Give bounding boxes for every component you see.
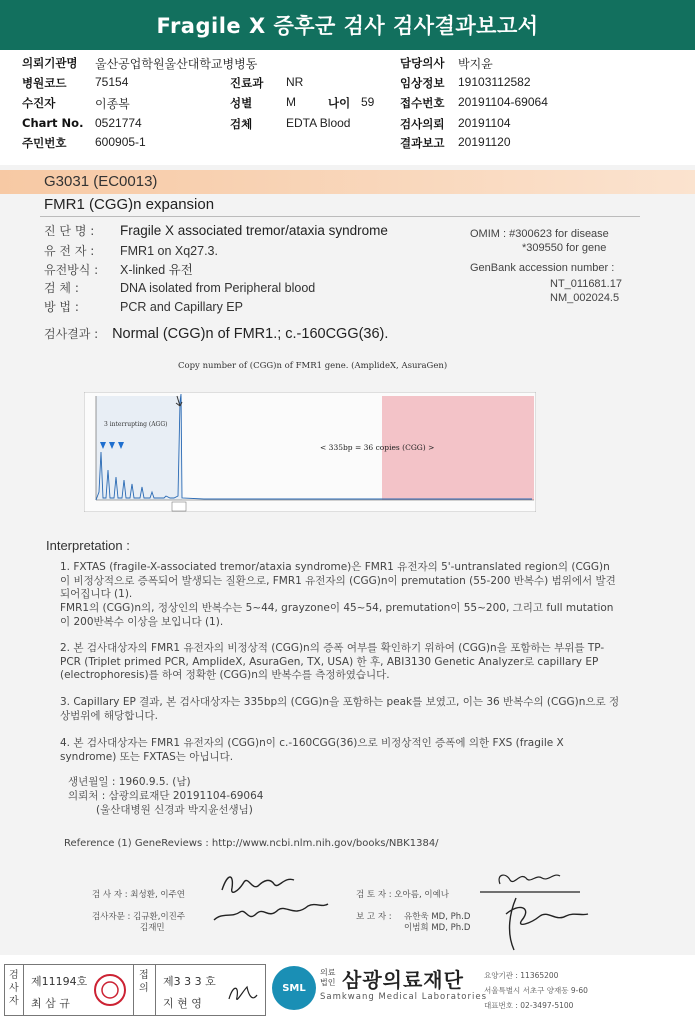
org-name: 삼광의료재단 — [342, 968, 464, 992]
clinical-label: 임상정보 — [400, 76, 445, 90]
specimen-method-label: 검 체 : — [44, 281, 79, 295]
reporter-2: 이범희 MD, Ph.D — [404, 923, 471, 933]
org-info-3: 대표번호 : 02-3497-5100 — [484, 1001, 574, 1010]
genbank-label: GenBank accession number : — [470, 262, 615, 274]
result-label: 검사결과 : — [44, 327, 99, 341]
box1-label: 검사자 — [9, 970, 19, 1007]
dept-value: NR — [286, 75, 304, 89]
reporter-signature — [506, 898, 588, 950]
section-divider — [40, 216, 640, 217]
signature-images-left — [212, 862, 332, 932]
specimen-method-value: DNA isolated from Peripheral blood — [120, 281, 316, 295]
age-value: 59 — [361, 95, 375, 109]
seal-stamp-1 — [93, 973, 127, 1007]
reviewer-signature — [480, 875, 580, 892]
diagnosis-label: 진 단 명 : — [44, 224, 95, 238]
interp-p1b: FMR1의 (CGG)n의, 정상인의 반복수는 5~44, grayzone이 45~54, premutation이 55~200, 그리고 full mutation이 200반복수 이상을 보입니다 (1). — [60, 602, 614, 628]
stamp-signature — [225, 979, 259, 1009]
requester-sub: (울산대병원 신경과 박지윤선생님) — [96, 804, 253, 816]
reference: Reference (1) GeneReviews : http://www.ncbi.nlm.nih.gov/books/NBK1384/ — [64, 838, 439, 849]
test-name: FMR1 (CGG)n expansion — [44, 196, 215, 213]
box2-line2: 지 현 영 — [163, 997, 202, 1010]
interp-p4: 4. 본 검사대상자는 FMR1 유전자의 (CGG)n이 c.-160CGG(36)으로 비정상적인 증폭에 의한 FXS (fragile X syndrome) 또는 FXTAS는 아닙니다. — [60, 737, 564, 763]
figure-caption: Copy number of (CGG)n of FMR1 gene. (AmplideX, AsuraGen) — [178, 361, 448, 371]
specimen-label: 검체 — [230, 117, 253, 131]
advisor-line-2: 김재민 — [140, 923, 165, 933]
box1-line2: 최 삼 규 — [31, 997, 70, 1010]
electropherogram — [84, 392, 536, 512]
hospital-code-label: 병원코드 — [22, 76, 67, 90]
advisor-line-1: 검사자문 : 김규환,이진주 — [92, 912, 186, 922]
gene-label: 유 전 자 : — [44, 244, 95, 258]
box2-label: 접의 — [139, 970, 149, 994]
report-title: Fragile X 증후군 검사 검사결과보고서 — [0, 0, 695, 50]
org-info-2: 서울특별시 서초구 양재동 9-60 — [484, 986, 588, 995]
gene-value: FMR1 on Xq27.3. — [120, 244, 218, 258]
box2-divider — [155, 965, 156, 1015]
specimen-value: EDTA Blood — [286, 116, 351, 130]
tester-line: 검 사 자 : 최성환, 이주연 — [92, 890, 185, 900]
institution-label: 의뢰기관명 — [22, 56, 78, 70]
box1-line1: 제11194호 — [31, 975, 88, 988]
receipt-label: 접수번호 — [400, 96, 445, 110]
result-line — [44, 325, 388, 342]
receipt-value: 20191104-69064 — [458, 95, 548, 109]
test-code-band — [0, 170, 695, 194]
interp-p3: 3. Capillary EP 결과, 본 검사대상자는 335bp의 (CGG)n을 포함하는 peak를 보였고, 이는 36 반복수의 (CGG)n으로 정상범위에 해당합니다. — [60, 696, 620, 722]
omim-disease: OMIM : #300623 for disease — [470, 228, 609, 240]
org-prefix: 의료법인 — [320, 968, 336, 987]
inherit-label: 유전방식 : — [44, 263, 99, 277]
signature-images-right — [470, 862, 590, 952]
org-info-1: 요양기관 : 11365200 — [484, 971, 559, 980]
patient-value: 이종복 — [95, 97, 130, 111]
box1-divider — [23, 965, 24, 1015]
interp-p1: 1. FXTAS (fragile-X-associated tremor/ataxia syndrome)은 FMR1 유전자의 5'-untranslated region의 (CGG)n 이 비정상적으로 증폭되어 발생되는 질환으로, FMR1 유전자의 (CGG)n이 premutation (55-200 반복수) 범위에서 발견되어집니다 (1). — [60, 561, 616, 600]
doctor-label: 담당의사 — [400, 56, 445, 70]
request-value: 20191104 — [458, 116, 511, 130]
patient-label: 수진자 — [22, 96, 56, 110]
age-label: 나이 — [328, 96, 351, 110]
chart-label: Chart No. — [22, 116, 84, 130]
interp-p2: 2. 본 검사대상자의 FMR1 유전자의 비정상적 (CGG)n의 증폭 여부를 확인하기 위하여 (CGG)n을 포함하는 부위를 TP-PCR (Triplet primed PCR, AmplideX, AsuraGen, TX, USA) 한 후, ABI3130 Genetic Analyzer로 capillary EP (electrophoresis)를 하여 정확한 (CGG)n의 반복수를 측정하였습니다. — [60, 642, 605, 681]
omim-gene: *309550 for gene — [522, 242, 607, 254]
tester-signature — [222, 877, 294, 892]
method-label: 방 법 : — [44, 300, 79, 314]
method-value: PCR and Capillary EP — [120, 300, 243, 314]
sex-value: M — [286, 95, 296, 109]
omim-block — [470, 228, 670, 306]
inherit-value: X-linked 유전 — [120, 263, 193, 277]
peak-size-box — [172, 502, 186, 511]
institution-value: 울산공업학원울산대학교병병동 — [95, 57, 258, 71]
report-label: 결과보고 — [400, 136, 445, 150]
doctor-value: 박지윤 — [458, 57, 493, 71]
request-label: 검사의뢰 — [400, 117, 445, 131]
reporter-label: 보 고 자 : — [356, 912, 392, 922]
diagnosis-value: Fragile X associated tremor/ataxia syndrome — [120, 223, 388, 238]
chart-value: 0521774 — [95, 116, 142, 130]
id-value: 600905-1 — [95, 135, 146, 149]
hospital-code-value: 75154 — [95, 75, 129, 89]
patient-meta — [22, 55, 682, 155]
logo-icon: SML — [272, 966, 316, 1010]
peak-label: < 335bp = 36 copies (CGG) > — [320, 443, 435, 452]
report-value: 20191120 — [458, 135, 511, 149]
org-english: Samkwang Medical Laboratories — [320, 992, 488, 1002]
dob-line: 생년월일 : 1960.9.5. (남) — [68, 776, 191, 788]
box-divider — [133, 965, 134, 1015]
result-value: Normal (CGG)n of FMR1.; c.-160CGG(36). — [112, 326, 389, 342]
org-info — [484, 968, 588, 1013]
genbank-2: NM_002024.5 — [550, 292, 620, 304]
interpretation-heading: Interpretation : — [46, 538, 130, 553]
reporter-1: 유한욱 MD, Ph.D — [404, 912, 471, 922]
advisor-signature — [214, 904, 328, 920]
certification-box — [4, 964, 266, 1016]
genbank-1: NT_011681.17 — [550, 278, 622, 290]
sex-label: 성별 — [230, 96, 253, 110]
box2-line1: 제3 3 3 호 — [163, 975, 216, 988]
dept-label: 진료과 — [230, 76, 264, 90]
reviewer-line: 검 토 자 : 오아름, 이예나 — [356, 890, 449, 900]
id-label: 주민번호 — [22, 136, 67, 150]
test-code: G3031 (EC0013) — [44, 173, 158, 190]
clinical-value: 19103112582 — [458, 75, 531, 89]
requester-line: 의뢰처 : 삼광의료재단 20191104-69064 — [68, 790, 264, 802]
agg-annotation: 3 interrupting (AGG) — [104, 421, 168, 428]
